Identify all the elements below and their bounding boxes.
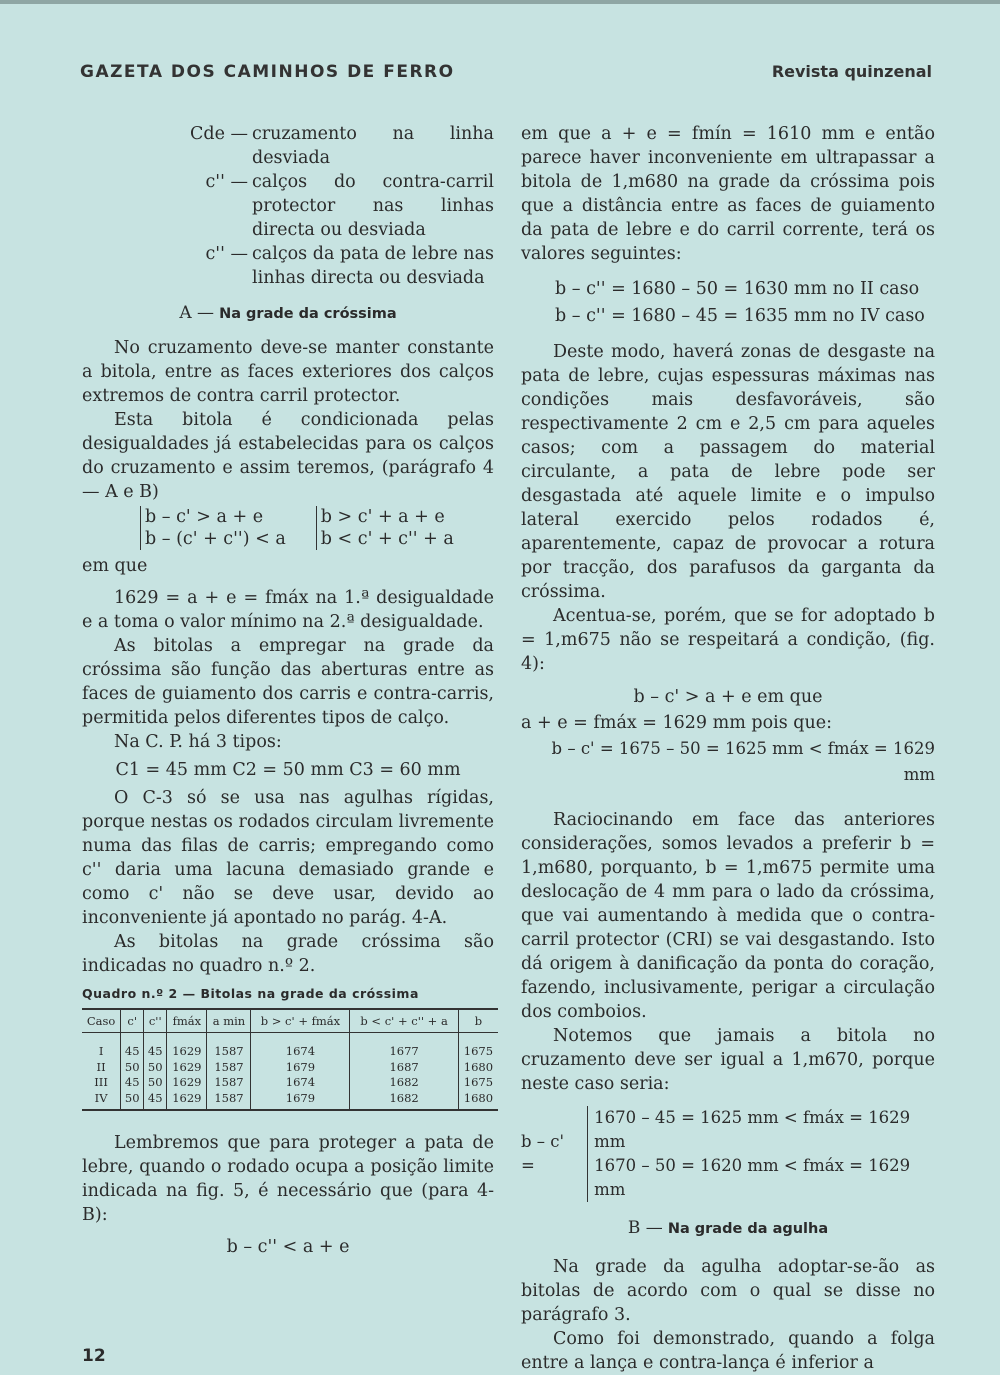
paragraph: Na C. P. há 3 tipos: <box>114 732 282 752</box>
paragraph: Raciocinando em face das anteriores considerações, somos levados a preferir b = 1,m680, porquanto, b = 1,m675 permite uma deslocação de 4 mm para o lado da cróssima, que vai aumentando à medida que o contra-carril protector (CRI) se vai desgastando. Isto dá origem à danificação da ponta do coração, fazendo, inclusivamente, perigar a circulação dos comboios. <box>521 810 935 1022</box>
top-rule <box>0 0 1000 4</box>
table-cell: 1679 <box>251 1091 350 1111</box>
right-column <box>521 122 935 1375</box>
left-column <box>82 122 494 1259</box>
equation: 1670 – 50 = 1620 mm < fmáx = 1629 mm <box>594 1156 911 1199</box>
table-cell: 1674 <box>251 1075 350 1091</box>
paragraph: O C-3 só se usa nas agulhas rígidas, porque nestas os rodados circulam livremente numa das filas de carris; empregando como c'' daria uma lacuna demasiado grande e como c' não se deve usar, devido ao inconveniente já apontado no parág. 4-A. <box>82 788 494 928</box>
paragraph: Lembremos que para proteger a pata de lebre, quando o rodado ocupa a posição limite indicada na fig. 5, é necessário que (para 4-B): <box>82 1133 494 1225</box>
legend-text: calços da pata de lebre nas linhas directa ou desviada <box>252 244 494 288</box>
table-cell: 1629 <box>167 1060 207 1076</box>
paragraph: As bitolas na grade cróssima são indicadas no quadro n.º 2. <box>82 932 494 976</box>
paragraph: No cruzamento deve-se manter constante a bitola, entre as faces exteriores dos calços extremos de contra carril protector. <box>82 338 494 406</box>
table-row <box>82 1033 498 1060</box>
legend-item <box>82 170 494 242</box>
types-formula: C1 = 45 mm C2 = 50 mm C3 = 60 mm <box>115 760 461 780</box>
bitolas-table <box>82 1008 498 1111</box>
table-cell: 1629 <box>167 1075 207 1091</box>
table-cell: 1675 <box>458 1033 498 1060</box>
inequality: b – c' > a + e <box>145 507 264 527</box>
journal-subtitle: Revista quinzenal <box>771 62 932 81</box>
paragraph: Deste modo, haverá zonas de desgaste na pata de lebre, cujas espessuras máximas nas condições mais desfavoráveis, são respectivamente 2 cm e 2,5 cm para aqueles casos; com a passagem do material circulante, a pata de lebre pode ser desgastada até aquele limite e o impulso lateral exercido pelos rodados é, aparentemente, capaz de provocar a rotura por tracção, dos parafusos da garganta da cróssima. <box>521 342 935 602</box>
section-a-prefix: A — <box>179 303 215 323</box>
section-a-title: Na grade da cróssima <box>219 306 397 322</box>
table-cell: IV <box>94 1090 108 1105</box>
column-header: b <box>458 1009 498 1033</box>
inequality: b – (c' + c'') < a <box>145 529 286 549</box>
table-row <box>82 1060 498 1076</box>
table-cell: 45 <box>121 1033 144 1060</box>
legend-key: c'' — <box>205 172 248 192</box>
table-cell: 1682 <box>350 1075 458 1091</box>
legend-text: calços do contra-carril protector nas linhas directa ou desviada <box>252 172 494 240</box>
paragraph: Na grade da agulha adoptar-se-ão as bitolas de acordo com o qual se disse no parágrafo 3. <box>521 1257 935 1325</box>
table-cell: 1675 <box>458 1075 498 1091</box>
table-caption: Quadro n.º 2 — Bitolas na grade da cróssima <box>82 986 419 1001</box>
column-header: c'' <box>144 1009 167 1033</box>
equation-brace <box>587 1106 935 1202</box>
table-cell: 50 <box>121 1060 144 1076</box>
legend <box>82 122 494 290</box>
table-cell: 1674 <box>251 1033 350 1060</box>
paragraph: em que <box>82 556 148 576</box>
column-header: a min <box>207 1009 251 1033</box>
column-header: fmáx <box>167 1009 207 1033</box>
table-cell: 45 <box>144 1033 167 1060</box>
journal-title: GAZETA DOS CAMINHOS DE FERRO <box>80 62 455 82</box>
table-cell: II <box>96 1059 106 1074</box>
equation: b – c'' = 1680 – 50 = 1630 mm no II caso <box>555 279 920 299</box>
equation: a + e = fmáx = 1629 mm pois que: <box>521 713 832 733</box>
inequality: b < c' + c'' + a <box>320 529 454 549</box>
paragraph: Esta bitola é condicionada pelas desigualdades já estabelecidas para os calços do cruzamento e assim teremos, (parágrafo 4 — A e B) <box>82 410 494 502</box>
paragraph: Notemos que jamais a bitola no cruzamento deve ser igual a 1,m670, porque neste caso seria: <box>521 1026 935 1094</box>
inequality-left <box>140 506 286 550</box>
section-b-prefix: B — <box>627 1218 663 1238</box>
table-cell: 45 <box>144 1091 167 1111</box>
table-cell: 1587 <box>207 1033 251 1060</box>
column-header: c' <box>121 1009 144 1033</box>
equation: b – c'' = 1680 – 45 = 1635 mm no IV caso <box>555 306 925 326</box>
table-cell: 1687 <box>350 1060 458 1076</box>
table-row <box>82 1091 498 1111</box>
paragraph: Como foi demonstrado, quando a folga entre a lança e contra-lança é inferior a <box>521 1329 935 1373</box>
table-cell: 1629 <box>167 1033 207 1060</box>
page-header <box>80 58 932 88</box>
equation-system <box>521 1106 935 1202</box>
table-cell: 50 <box>144 1060 167 1076</box>
legend-key: c'' — <box>205 244 248 264</box>
paragraph: em que a + e = fmín = 1610 mm e então parece haver inconveniente em ultrapassar a bitola de 1,m680 na grade da cróssima pois que a distância entre as faces de guiamento da pata de lebre e do carril corrente, terá os valores seguintes: <box>521 124 935 264</box>
table-cell: 50 <box>121 1091 144 1111</box>
inequality-system <box>82 506 494 550</box>
page-number: 12 <box>82 1346 106 1366</box>
inequality: b > c' + a + e <box>320 507 445 527</box>
equation-block <box>555 276 935 330</box>
equation-block <box>521 684 935 788</box>
legend-text: cruzamento na linha desviada <box>252 124 494 168</box>
table-cell: 50 <box>144 1075 167 1091</box>
table-cell: 1677 <box>350 1033 458 1060</box>
table-header-row <box>82 1009 498 1033</box>
table-cell: 45 <box>121 1075 144 1091</box>
paragraph: Acentua-se, porém, que se for adoptado b = 1,m675 não se respeitará a condição, (fig. 4): <box>521 606 935 674</box>
column-header: Caso <box>82 1009 121 1033</box>
paragraph: As bitolas a empregar na grade da cróssima são função das aberturas entre as faces de guiamento dos carris e contra-carris, permitida pelos diferentes tipos de calço. <box>82 636 494 728</box>
table-cell: 1629 <box>167 1091 207 1111</box>
section-heading-b <box>521 1216 935 1241</box>
table-row <box>82 1075 498 1091</box>
table-cell: 1587 <box>207 1075 251 1091</box>
column-header: b < c' + c'' + a <box>350 1009 458 1033</box>
table-cell: I <box>98 1044 104 1058</box>
legend-item <box>82 122 494 170</box>
equation: 1670 – 45 = 1625 mm < fmáx = 1629 mm <box>594 1108 911 1151</box>
table-cell: 1587 <box>207 1091 251 1111</box>
section-heading-a <box>82 301 494 326</box>
table-cell: III <box>94 1075 108 1089</box>
column-header: b > c' + fmáx <box>251 1009 350 1033</box>
table-cell: 1587 <box>207 1060 251 1076</box>
equation: b – c' = 1675 – 50 = 1625 mm < fmáx = 1629 mm <box>551 739 935 784</box>
inequality-right <box>316 506 454 550</box>
table-cell: 1679 <box>251 1060 350 1076</box>
table-cell: 1680 <box>458 1091 498 1111</box>
legend-item <box>82 242 494 290</box>
legend-key: Cde — <box>189 124 248 144</box>
section-b-title: Na grade da agulha <box>667 1221 829 1237</box>
table-cell: 1680 <box>458 1060 498 1076</box>
table-cell: 1682 <box>350 1091 458 1111</box>
equation: b – c' > a + e em que <box>633 687 823 707</box>
equation-lhs: b – c' = <box>521 1132 565 1175</box>
paragraph: 1629 = a + e = fmáx na 1.ª desigualdade e a toma o valor mínimo na 2.ª desigualdade. <box>82 588 494 632</box>
formula: b – c'' < a + e <box>226 1237 350 1257</box>
